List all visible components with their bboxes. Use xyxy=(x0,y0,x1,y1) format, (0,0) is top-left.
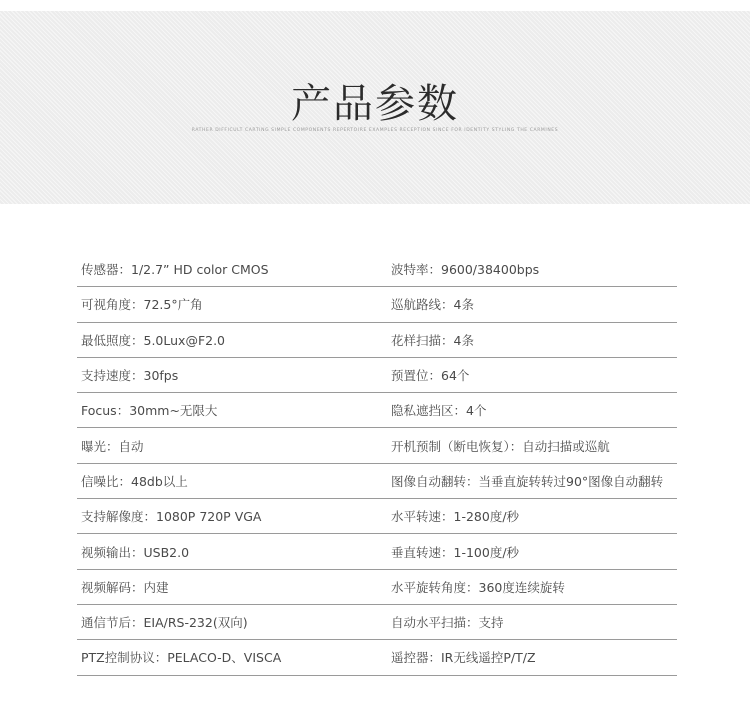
spec-row xyxy=(77,464,677,499)
spec-row xyxy=(77,534,677,569)
spec-row xyxy=(77,428,677,463)
spec-row xyxy=(77,640,677,675)
spec-row xyxy=(77,605,677,640)
spec-right: 预置位：64个 xyxy=(391,368,470,384)
spec-left: 信噪比：48db以上 xyxy=(81,473,188,489)
spec-left: 视频解码：内建 xyxy=(81,579,169,595)
spec-left: PTZ控制协议：PELACO-D、VISCA xyxy=(81,650,282,666)
spec-right: 开机预制（断电恢复）：自动扫描或巡航 xyxy=(391,438,610,454)
spec-right: 自动水平扫描：支持 xyxy=(391,615,504,631)
page-subtitle: RATHER DIFFICULT CARTING SIMPLE COMPONENTS REPERTOIRE EXAMPLES RECEPTION SINCE FOR IDENTITY STYLING THE CARMINES xyxy=(191,128,559,133)
spec-right: 遥控器：IR无线遥控P/T/Z xyxy=(391,650,536,666)
spec-table xyxy=(77,252,677,676)
spec-row xyxy=(77,499,677,534)
spec-left: 视频输出：USB2.0 xyxy=(81,544,190,560)
spec-row xyxy=(77,393,677,428)
spec-left: 曝光：自动 xyxy=(81,438,144,454)
spec-row xyxy=(77,287,677,322)
spec-row xyxy=(77,358,677,393)
spec-left: 传感器：1/2.7” HD color CMOS xyxy=(81,262,269,278)
spec-right: 垂直转速：1-100度/秒 xyxy=(391,544,520,560)
spec-right: 波特率：9600/38400bps xyxy=(391,262,540,278)
spec-right: 图像自动翻转：当垂直旋转转过90°图像自动翻转 xyxy=(391,473,664,489)
spec-right: 花样扫描：4条 xyxy=(391,332,474,348)
spec-left: 支持解像度：1080P 720P VGA xyxy=(81,509,262,525)
spec-left: Focus：30mm~无限大 xyxy=(81,403,218,419)
spec-left: 支持速度：30fps xyxy=(81,368,179,384)
page-title: 产品参数 xyxy=(291,81,459,127)
spec-left: 通信节后：EIA/RS-232(双向) xyxy=(81,615,248,631)
spec-left: 最低照度：5.0Lux@F2.0 xyxy=(81,332,226,348)
spec-left: 可视角度：72.5°广角 xyxy=(81,297,203,313)
spec-row xyxy=(77,323,677,358)
spec-row xyxy=(77,252,677,287)
spec-right: 隐私遮挡区：4个 xyxy=(391,403,487,419)
spec-right: 水平转速：1-280度/秒 xyxy=(391,509,520,525)
spec-right: 巡航路线：4条 xyxy=(391,297,474,313)
spec-row xyxy=(77,570,677,605)
spec-right: 水平旋转角度：360度连续旋转 xyxy=(391,579,565,595)
